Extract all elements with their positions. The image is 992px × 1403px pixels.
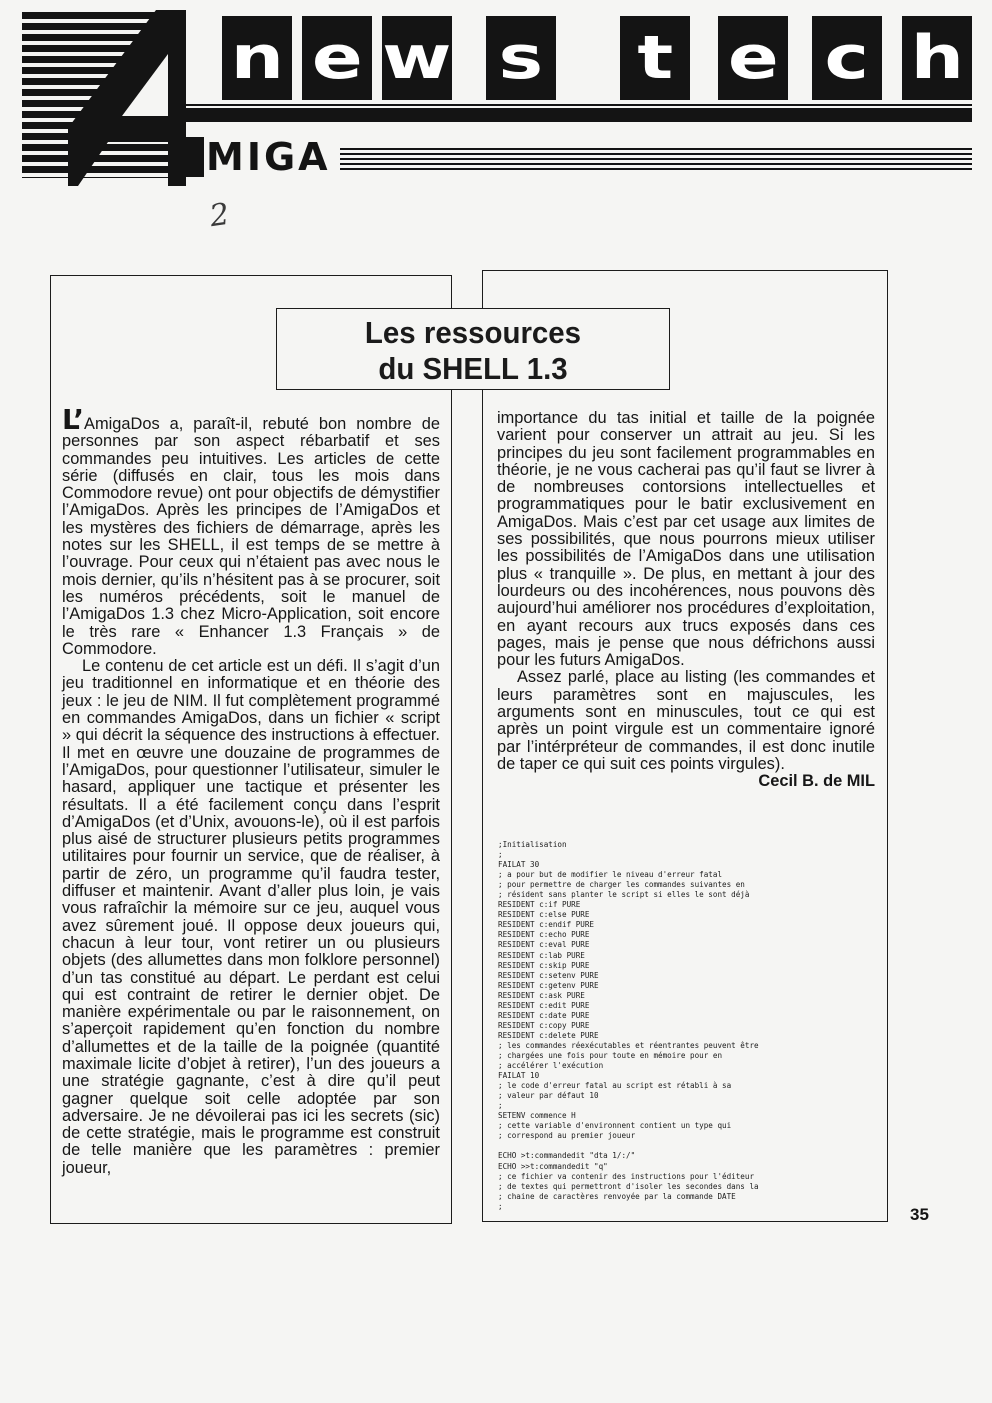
drop-cap: L’ bbox=[62, 403, 85, 436]
masthead-thin-rule bbox=[186, 104, 972, 106]
author-signature: Cecil B. de MIL bbox=[758, 772, 875, 791]
title-line-1: Les ressources bbox=[364, 315, 582, 350]
masthead-letter: e bbox=[727, 23, 779, 93]
paragraph-text: AmigaDos a, paraît-il, rebuté bon nombre de personnes par son aspect rébarbatif et ses commandes peu intuitives. Les articles de cette série (diffusés en clair, tous les mois dans Commodore revue) ont pour objectifs de démystifier l’AmigaDos. Après les principes de l’AmigaDos et les mystères des fichiers de démarrage, après les notes sur les SHELL, il est temps de se mettre à l’ouvrage. Pour ceux qui n’étaient pas avec nous le mois dernier, qu’ils n’hésitent pas à se procurer, soit les numéros précédents, soit le manuel de l’AmigaDos 1.3 chez Micro-Application, soit encore le très rare « Enhancer 1.3 Français » de Commodore. bbox=[62, 415, 440, 658]
masthead-tile bbox=[222, 16, 292, 100]
masthead-letter: n bbox=[230, 23, 284, 93]
masthead-letter: s bbox=[498, 23, 544, 93]
paragraph bbox=[62, 403, 440, 658]
masthead-tile bbox=[302, 16, 372, 100]
article-title bbox=[276, 308, 670, 390]
masthead bbox=[0, 0, 992, 200]
masthead-tile bbox=[382, 16, 452, 100]
brand-lines bbox=[340, 148, 972, 172]
masthead-tile bbox=[486, 16, 556, 100]
masthead-letter: h bbox=[910, 23, 964, 93]
page-number: 35 bbox=[910, 1205, 929, 1224]
masthead-tile bbox=[620, 16, 690, 100]
amiga-a-logo bbox=[68, 10, 186, 186]
paragraph: importance du tas initial et taille de la poignée varient pour conserver un attrait au jeu. Si les principes du jeu sont facilement programmables en théorie, je ne vous cacherai pas qu’il faut se livrer à de nombreuses contorsions intellectuelles et programmatiques pour le batir exclusivement en AmigaDos. Mais c’est par cet usage aux limites de ses possibilités, que nous pourrons mieux utiliser les possibilités de l’AmigaDos dans une utilisation plus « tranquille ». De plus, en mettant à jour des lourdeurs ou des incohérences, nous pouvons dès aujourd’hui améliorer nos procédures d’exploitation, en ayant recours aux trucs exposés dans ces pages, mais je pense que nous défrichons aussi pour les futurs AmigaDos. bbox=[497, 409, 875, 670]
masthead-tile bbox=[902, 16, 972, 100]
code-listing: ;Initialisation ; FAILAT 30 ; a pour but de modifier le niveau d'erreur fatal ; pour permettre de charger les commandes suivantes en ; résident sans planter le script si elles le sont déjà RESIDENT c:if PURE RESIDENT c:else PURE RESIDENT c:endif PURE RESIDENT c:echo PURE RESIDENT c:eval PURE RESIDENT c:lab PURE RESIDENT c:skip PURE RESIDENT c:setenv PURE RESIDENT c:getenv PURE RESIDENT c:ask PURE RESIDENT c:edit PURE RESIDENT c:date PURE RESIDENT c:copy PURE RESIDENT c:delete PURE ; les commandes réexécutables et réentrantes peuvent être ; chargées une fois pour toute en mémoire pour en ; accélérer l'exécution FAILAT 10 ; le code d'erreur fatal au script est rétabli à sa ; valeur par défaut 10 ; SETENV commence H ; cette variable d'environnent contient un type qui ; correspond au premier joueur ECHO >t:commandedit "dta 1/:/" ECHO >>t:commandedit "q" ; ce fichier va contenir des instructions pour l'éditeur ; de textes qui permettront d'isoler les secondes dans la ; chaine de caractères renvoyée par la commande DATE ; bbox=[498, 840, 759, 1211]
left-column bbox=[62, 403, 440, 1177]
handwritten-mark: 2 bbox=[207, 196, 232, 235]
masthead-rule bbox=[186, 108, 972, 122]
title-line-2: du SHELL 1.3 bbox=[378, 351, 568, 386]
right-column bbox=[497, 410, 875, 791]
paragraph: Le contenu de cet article est un défi. Il s’agit d’un jeu traditionnel en informatique et en théorie des jeux : le jeu de NIM. Il fut complètement programmé en commandes AmigaDos, dans un fichier « script » qui décrit la séquence des instructions à effectuer. Il met en œuvre une douzaine de programmes de l’AmigaDos, pour questionner l’utilisateur, simuler le hasard, appliquer une tactique et présenter les résultats. Il a été facilement conçu dans l’esprit d’AmigaDos (et d’Unix, avouons-le), où il est parfois plus aisé de structurer plusieurs petits programmes utilitaires pour fournir un service, que de réaliser, à partir de zéro, un programme qu’il faudra tester, diffuser et maintenir. Avant d’aller plus loin, je vais vous rafraîchir la mémoire sur ce jeu, auquel vous avez sûrement joué. Il oppose deux joueurs qui, chacun à leur tour, vont retirer un ou plusieurs objets (des allumettes dans mon folklore personnel) d’un tas constitué au départ. Le perdant est celui qui est contraint de retirer le dernier objet. De manière expérimentale ou par le raisonnement, on s’aperçoit rapidement qu’en fonction du nombre d’allumettes et de la taille de la poignée (quantité maximale licite d’objet à retirer), l’un des joueurs a une stratégie gagnante, c’est à dire qu’il peut gagner quelque soit celle adoptée par son adversaire. Je ne dévoilerai pas ici les secrets (sic) de cette stratégie, mais le programme est construit de telle manière que les paramètres : premier joueur, bbox=[62, 657, 440, 1177]
brand-letter-block bbox=[186, 137, 204, 177]
masthead-tile bbox=[718, 16, 788, 100]
masthead-tile bbox=[812, 16, 882, 100]
masthead-letter: e bbox=[311, 23, 363, 93]
masthead-letter: w bbox=[382, 23, 452, 93]
masthead-letter: c bbox=[824, 23, 870, 93]
masthead-letter: t bbox=[637, 23, 673, 93]
paragraph: Assez parlé, place au listing (les commandes et leurs paramètres sont en majuscules, les arguments sont en minuscules, tout ce qui est après un point virgule est un commentaire ignoré par l’intérpréteur de commandes, il est donc inutile de taper ce qui suit ces points virgules). bbox=[497, 668, 875, 773]
brand-word: MIGA bbox=[206, 135, 331, 179]
